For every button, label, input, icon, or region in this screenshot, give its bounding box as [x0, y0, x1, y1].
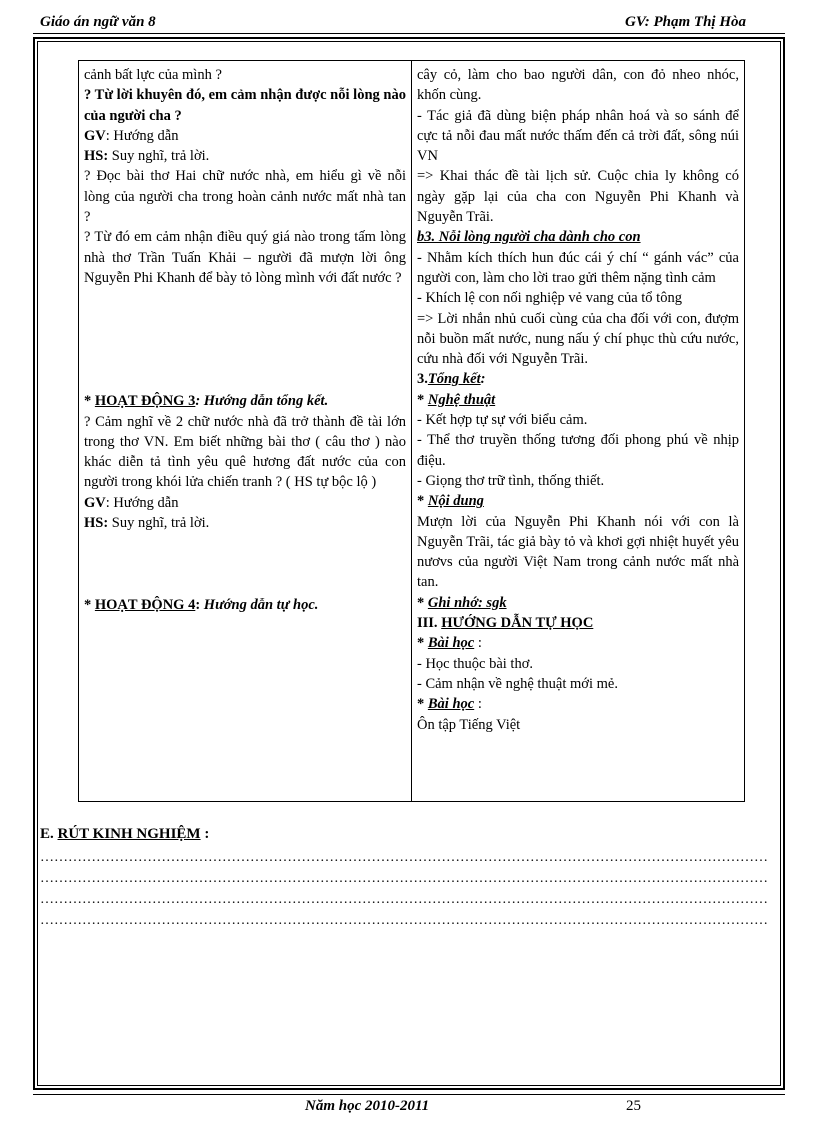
- lesson-1-item-b: - Cảm nhận về nghệ thuật mới mẻ.: [417, 675, 618, 692]
- right-history-theme: => Khai thác đề tài lịch sử. Cuộc chia ly không có ngày gặp lại của cha con Nguyễn Phi Khanh và Nguyễn Trãi.: [417, 168, 739, 226]
- content-star: *: [417, 493, 428, 510]
- experience-dotted-line-4: …………………………………………………………………………………………………………………………………………: [40, 913, 768, 928]
- right-final-words: => Lời nhắn nhủ cuối cùng của cha đối với con, đượm nỗi buồn mất nước, nung nấu ý chí phục thù cứu nước, cứu nhà đối với Nguyễn Trãi.: [417, 310, 739, 368]
- content-column: [412, 61, 745, 802]
- right-encourage-will: - Nhằm kích thích hun đúc cái ý chí “ gánh vác” của người con, làm cho lời trao gửi thêm nặng tình cảm: [417, 249, 739, 286]
- content-title: Nội dung: [427, 493, 484, 510]
- memo-heading: [417, 593, 739, 613]
- experience-title: RÚT KINH NGHIỆM: [57, 826, 201, 842]
- art-heading: [417, 390, 739, 410]
- self-study-title: HƯỚNG DẪN TỰ HỌC: [441, 615, 594, 632]
- header-rule: [33, 33, 785, 34]
- right-encourage-lineage: - Khích lệ con nối nghiệp vẻ vang của tổ tông: [417, 290, 682, 307]
- experience-heading: [40, 826, 209, 843]
- footer-school-year: Năm học 2010-2011: [305, 1098, 430, 1114]
- spacer: [84, 288, 406, 391]
- summary-colon: :: [480, 371, 486, 388]
- art-star: *: [417, 391, 428, 408]
- footer-rule: [33, 1094, 785, 1095]
- right-line-1: cây cỏ, làm cho bao người dân, con đỏ nheo nhóc, khốn cùng.: [417, 67, 739, 104]
- art-item-3: - Giọng thơ trữ tình, thống thiết.: [417, 472, 605, 489]
- left-line-1: cảnh bất lực của mình ?: [84, 67, 222, 83]
- art-title: Nghệ thuật: [427, 391, 496, 408]
- summary-heading: [417, 369, 739, 389]
- activity-4-title: Hướng dẫn tự học.: [203, 597, 319, 614]
- content-summary: Mượn lời của Nguyễn Phi Khanh nói với con là Nguyễn Trãi, tác giả bày tỏ và khơi gợi nhiệt huyết yêu nươvs của người Việt Nam trong cảnh nước mất nhà tan.: [417, 513, 739, 591]
- lesson-1-item-a: - Học thuộc bài thơ.: [417, 655, 533, 672]
- header-subject: Giáo án ngữ văn 8: [40, 14, 156, 30]
- question-father-feeling: ? Từ lời khuyên đó, em cảm nhận được nỗi lòng nào của người cha ?: [84, 87, 406, 124]
- lesson-table: [78, 60, 745, 802]
- spacer-2: [84, 533, 406, 595]
- lesson-colon-1: :: [474, 635, 482, 652]
- content-heading: [417, 491, 739, 511]
- self-study-number: III.: [417, 615, 442, 632]
- question-read-poem: ? Đọc bài thơ Hai chữ nước nhà, em hiểu gì về nỗi lòng của người cha trong hoàn cảnh nước mất nhà tan ?: [84, 168, 406, 226]
- question-precious-value: ? Từ đó em cảm nhận điều quý giá nào trong tấm lòng nhà thơ Trần Tuấn Khải – người đã mượn lời ông Nguyễn Phi Khanh để bày tỏ lòng mình với đất nước ?: [84, 229, 406, 286]
- memo-star: *: [417, 594, 428, 611]
- page-number: 25: [626, 1098, 641, 1114]
- activity-4-colon: :: [195, 597, 204, 614]
- hs-text-2: Suy nghĩ, trả lời.: [108, 515, 210, 532]
- experience-dotted-line-1: …………………………………………………………………………………………………………………………………………: [40, 850, 768, 865]
- summary-number: 3.: [417, 371, 428, 388]
- teacher-activity-column: [79, 61, 412, 802]
- lesson-heading-2: [417, 694, 739, 714]
- experience-dotted-line-3: …………………………………………………………………………………………………………………………………………: [40, 892, 768, 907]
- activity-3-heading: [84, 391, 406, 411]
- memo-title: Ghi nhớ: sgk: [427, 594, 507, 611]
- gv-label-2: GV: [84, 494, 106, 511]
- lesson-title-2: Bài học: [427, 696, 475, 713]
- activity-4-star: *: [84, 597, 95, 614]
- lesson-title-1: Bài học: [427, 635, 475, 652]
- art-item-2: - Thể thơ truyền thống tương đối phong phú về nhịp điệu.: [417, 432, 739, 469]
- activity-3-star: *: [84, 393, 95, 410]
- lesson-star-1: *: [417, 635, 428, 652]
- self-study-heading: [417, 613, 739, 633]
- lesson-row: [79, 61, 745, 802]
- summary-title: Tổng kết: [427, 371, 481, 388]
- gv-line-2: [84, 493, 406, 513]
- hs-label-2: HS:: [84, 515, 109, 532]
- gv-line: [84, 126, 406, 146]
- hs-line-2: [84, 513, 406, 533]
- header-teacher: GV: Phạm Thị Hòa: [625, 14, 746, 30]
- hs-label: HS:: [84, 148, 109, 165]
- right-personification: - Tác giả đã dùng biện pháp nhân hoá và so sánh để cực tả nỗi đau mất nước thấm đến cả trời đất, sông núi VN: [417, 107, 739, 165]
- activity-4-label: HOẠT ĐỘNG 4: [94, 597, 196, 614]
- activity-3-title: : Hướng dẫn tổng kết.: [195, 393, 329, 410]
- experience-prefix: E.: [40, 826, 58, 842]
- experience-colon: :: [200, 826, 210, 842]
- section-b3-heading: b3. Nỗi lòng người cha dành cho con: [417, 229, 641, 246]
- lesson-2-item-a: Ôn tập Tiếng Việt: [417, 716, 521, 733]
- lesson-colon-2: :: [474, 696, 482, 713]
- activity-4-heading: [84, 595, 406, 615]
- art-item-1: - Kết hợp tự sự với biểu cảm.: [417, 412, 588, 429]
- lesson-heading-1: [417, 633, 739, 653]
- gv-text: : Hướng dẫn: [105, 127, 179, 144]
- experience-dotted-line-2: …………………………………………………………………………………………………………………………………………: [40, 871, 768, 886]
- lesson-star-2: *: [417, 696, 428, 713]
- question-national-theme: ? Cảm nghĩ về 2 chữ nước nhà đã trở thành đề tài lớn trong thơ VN. Em biết những bài thơ ( câu thơ ) nào khác diễn tả tình yêu quê hương đất nước của con người trong khói lửa chiến tranh ? ( HS tự bộc lộ ): [84, 413, 406, 491]
- gv-label: GV: [84, 127, 106, 144]
- activity-3-label: HOẠT ĐỘNG 3: [94, 393, 196, 410]
- gv-text-2: : Hướng dẫn: [105, 494, 179, 511]
- hs-text: Suy nghĩ, trả lời.: [108, 148, 210, 165]
- hs-line: [84, 146, 406, 166]
